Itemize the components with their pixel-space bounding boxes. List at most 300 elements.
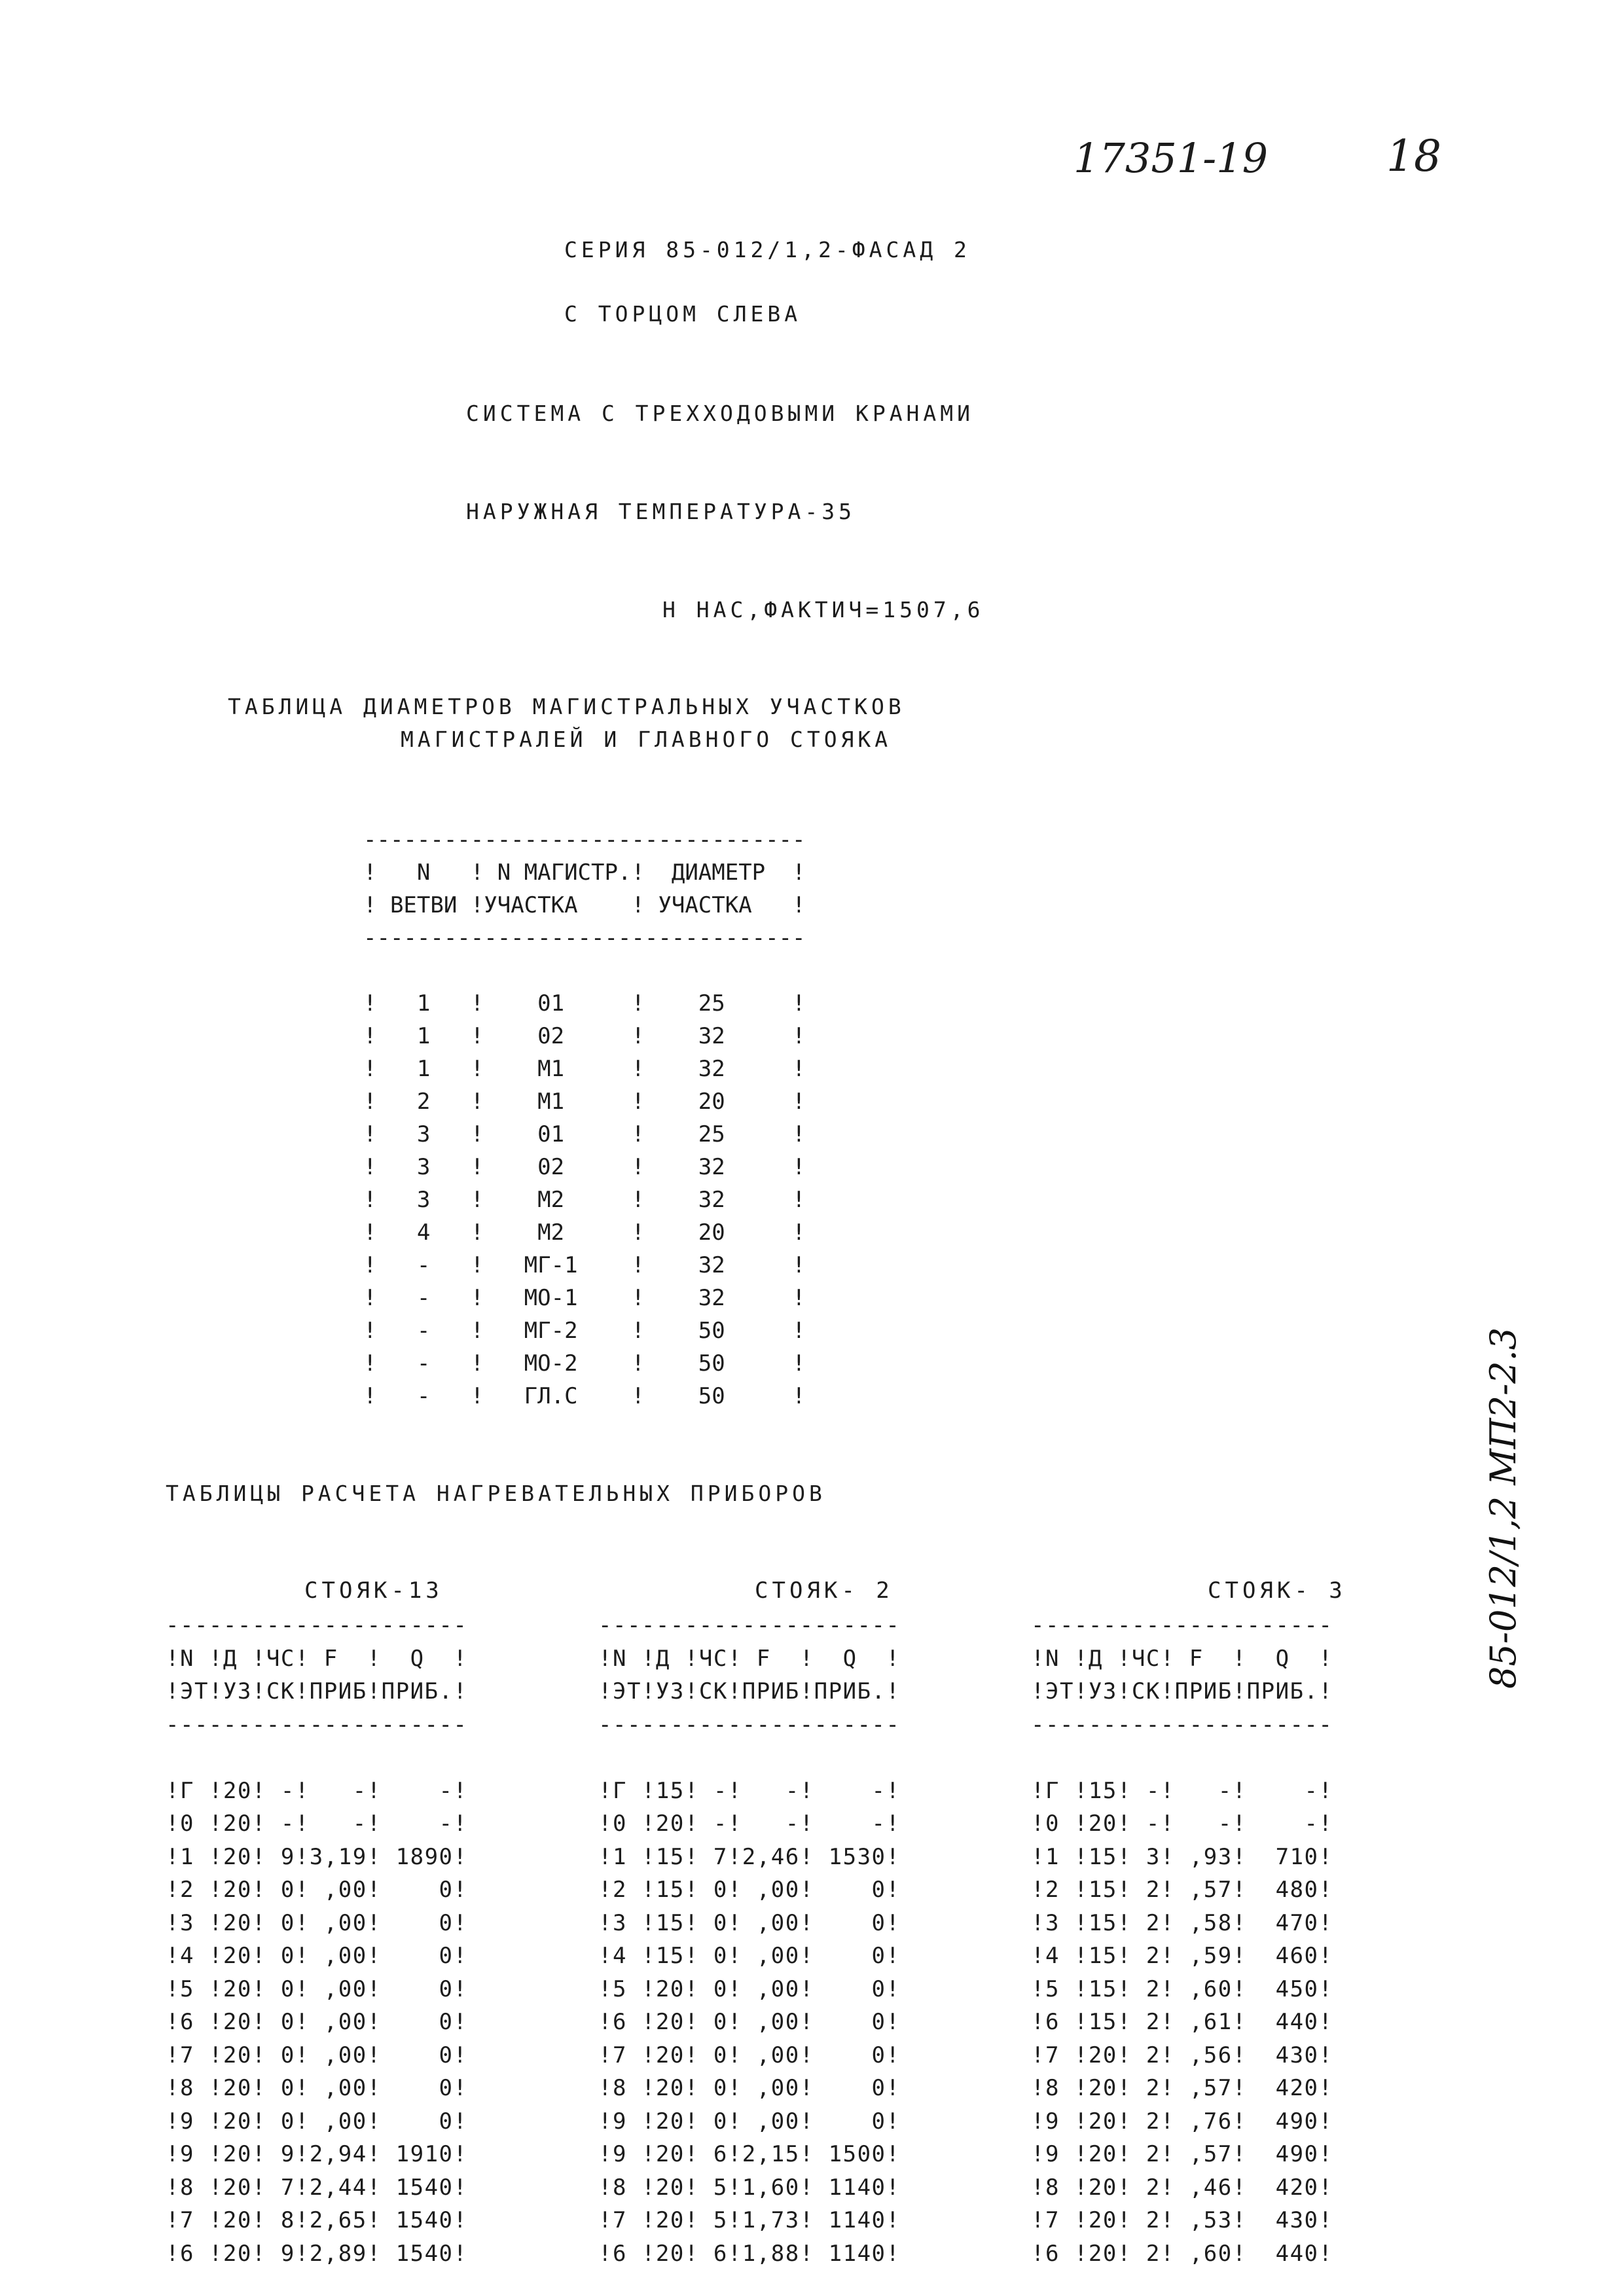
cell-border: !	[1232, 1975, 1247, 2002]
cell-border: !	[208, 2240, 223, 2267]
cell-border: !	[1160, 1877, 1175, 1903]
cell-border: !	[453, 2174, 468, 2201]
branch-number: 3	[376, 1187, 471, 1213]
cell-border: !	[727, 2240, 742, 2267]
cell-border: !	[792, 1089, 806, 1115]
cell-border: !	[1160, 2042, 1175, 2068]
cell-border: !	[799, 1877, 814, 1903]
cell-border: !	[208, 1877, 223, 1903]
table-row	[598, 2075, 901, 2101]
header-row	[363, 859, 806, 886]
header-row	[1031, 1678, 1333, 1705]
cell-border: !	[799, 1943, 814, 1969]
section-count: 2	[1131, 2174, 1161, 2201]
node-diameter: 15	[1088, 1909, 1117, 1936]
stoyak-title-1: СТОЯК-13	[304, 1578, 443, 1604]
node-diameter: 20	[1088, 1811, 1117, 1837]
floor-number: 2	[1045, 1877, 1074, 1903]
table-row	[166, 1778, 468, 1804]
cell-border: !	[1031, 2141, 1045, 2167]
cell-border: !	[295, 2009, 310, 2035]
cell-border: !	[727, 1943, 742, 1969]
table-row	[166, 2241, 468, 2267]
cell-border: !	[1117, 1843, 1132, 1870]
cell-border: !	[684, 1678, 699, 1705]
cell-border: !	[684, 2207, 699, 2233]
floor-number: 4	[179, 1943, 209, 1969]
cell-border: !	[367, 1843, 382, 1870]
main-section: М1	[484, 1089, 632, 1115]
cell-border: !	[641, 2009, 656, 2035]
floor-number: 6	[1045, 2009, 1074, 2035]
facade-side-line: С ТОРЦОМ СЛЕВА	[564, 301, 802, 327]
section-count: 9	[266, 2141, 295, 2167]
table-row	[598, 1943, 901, 1969]
section-count: -	[266, 1777, 295, 1804]
main-section: МО-2	[484, 1350, 632, 1377]
cell-border: !	[208, 2108, 223, 2135]
cell-border: !	[208, 2075, 223, 2101]
cell-border: !	[295, 2108, 310, 2135]
node-diameter: 20	[655, 1811, 685, 1837]
section-diameter: 32	[644, 1187, 793, 1213]
cell-border: !	[166, 1678, 180, 1705]
cell-border: !	[886, 1777, 901, 1804]
cell-border: !	[251, 1877, 266, 1903]
heater-area: 2,15	[742, 2141, 800, 2167]
table-row	[166, 1910, 468, 1936]
heater-area: ,00	[309, 1943, 367, 1969]
section-count: 0	[266, 1943, 295, 1969]
system-line: СИСТЕМА С ТРЕХХОДОВЫМИ КРАНАМИ	[466, 401, 975, 426]
cell-border: !	[792, 1252, 806, 1278]
cell-border: !	[727, 1678, 742, 1705]
floor-number: 9	[1045, 2141, 1074, 2167]
cell-border: !	[208, 1909, 223, 1936]
heater-area: -	[742, 1811, 800, 1837]
table-rule: ---------------------	[1031, 1612, 1333, 1638]
cell-border: !	[799, 1909, 814, 1936]
cell-border: !	[295, 1645, 310, 1672]
heater-area: ,00	[309, 2108, 367, 2135]
table-row	[363, 1350, 806, 1377]
heater-area: ,00	[742, 1877, 800, 1903]
cell-border: !	[208, 2174, 223, 2201]
table-row	[166, 2075, 468, 2101]
cell-border: !	[727, 2009, 742, 2035]
cell-border: !	[684, 2141, 699, 2167]
heater-load: 0	[814, 1975, 886, 2002]
cell-border: !	[295, 1975, 310, 2002]
cell-border: !	[631, 1089, 645, 1115]
cell-border: !	[251, 2240, 266, 2267]
cell-border: !	[453, 1975, 468, 2002]
cell-border: !	[598, 1877, 613, 1903]
heater-area: ,57	[1174, 2141, 1233, 2167]
table-row	[166, 2108, 468, 2135]
cell-border: !	[641, 1645, 656, 1672]
node-diameter: 20	[1088, 2108, 1117, 2135]
cell-border: !	[363, 1154, 377, 1180]
floor-number: 8	[179, 2075, 209, 2101]
cell-border: !	[166, 2042, 180, 2068]
table-row	[1031, 1976, 1333, 2002]
node-diameter: 20	[655, 2075, 685, 2101]
cell-border: !	[470, 892, 484, 918]
cell-border: !	[295, 2075, 310, 2101]
node-diameter: 20	[223, 2240, 252, 2267]
heater-load: 0	[814, 2009, 886, 2035]
column-header: N	[376, 859, 471, 886]
cell-border: !	[1318, 1843, 1333, 1870]
cell-border: !	[1318, 1678, 1333, 1705]
cell-border: !	[792, 990, 806, 1017]
column-header: ЧС	[1131, 1645, 1161, 1672]
section-count: 6	[698, 2240, 728, 2267]
cell-border: !	[1160, 1975, 1175, 2002]
node-diameter: 20	[655, 2009, 685, 2035]
cell-border: !	[1318, 1645, 1333, 1672]
section-count: 3	[1131, 1843, 1161, 1870]
section-diameter: 32	[644, 1056, 793, 1082]
heater-area: ,00	[742, 2075, 800, 2101]
cell-border: !	[1117, 2141, 1132, 2167]
cell-border: !	[166, 2207, 180, 2233]
cell-border: !	[166, 1645, 180, 1672]
heater-load: 710	[1246, 1843, 1319, 1870]
cell-border: !	[598, 1811, 613, 1837]
branch-number: -	[376, 1383, 471, 1409]
diameter-table-title-1: ТАБЛИЦА ДИАМЕТРОВ МАГИСТРАЛЬНЫХ УЧАСТКОВ	[228, 694, 905, 719]
cell-border: !	[1232, 1943, 1247, 1969]
cell-border: !	[727, 2108, 742, 2135]
cell-border: !	[1232, 2141, 1247, 2167]
cell-border: !	[1074, 1877, 1089, 1903]
main-section: МО-1	[484, 1285, 632, 1311]
cell-border: !	[1160, 2108, 1175, 2135]
cell-border: !	[363, 1252, 377, 1278]
cell-border: !	[799, 2108, 814, 2135]
cell-border: !	[684, 1645, 699, 1672]
heater-load: -	[814, 1811, 886, 1837]
node-diameter: 15	[1088, 1877, 1117, 1903]
heater-area: 2,94	[309, 2141, 367, 2167]
heater-area: ,53	[1174, 2207, 1233, 2233]
node-diameter: 20	[223, 2009, 252, 2035]
heater-area: ,60	[1174, 1975, 1233, 2002]
cell-border: !	[886, 1877, 901, 1903]
heater-load: 1140	[814, 2174, 886, 2201]
cell-border: !	[1318, 2108, 1333, 2135]
node-diameter: 20	[655, 2141, 685, 2167]
cell-border: !	[1117, 1811, 1132, 1837]
section-diameter: 20	[644, 1089, 793, 1115]
cell-border: !	[1160, 1777, 1175, 1804]
cell-border: !	[166, 2174, 180, 2201]
cell-border: !	[598, 2108, 613, 2135]
floor-number: 6	[179, 2240, 209, 2267]
cell-border: !	[1031, 1645, 1045, 1672]
heater-load: 430	[1246, 2042, 1319, 2068]
floor-number: 8	[612, 2174, 641, 2201]
cell-border: !	[799, 1843, 814, 1870]
heater-area: ,00	[742, 2042, 800, 2068]
side-stamp: 85-012/1,2 МП2-2.3	[1483, 1327, 1524, 1689]
header-row	[363, 892, 806, 918]
heater-tables-title: ТАБЛИЦЫ РАСЧЕТА НАГРЕВАТЕЛЬНЫХ ПРИБОРОВ	[166, 1481, 826, 1506]
column-header: Д	[655, 1645, 685, 1672]
floor-number: 9	[179, 2141, 209, 2167]
heater-load: 460	[1246, 1943, 1319, 1969]
section-count: 2	[1131, 2141, 1161, 2167]
cell-border: !	[684, 1909, 699, 1936]
cell-border: !	[1117, 2075, 1132, 2101]
table-row	[363, 1187, 806, 1213]
table-row	[166, 1943, 468, 1969]
cell-border: !	[363, 1318, 377, 1344]
column-header: F	[742, 1645, 800, 1672]
node-diameter: 20	[1088, 2141, 1117, 2167]
section-count: 0	[698, 1975, 728, 2002]
table-row	[598, 2108, 901, 2135]
section-diameter: 32	[644, 1154, 793, 1180]
cell-border: !	[453, 2108, 468, 2135]
cell-border: !	[631, 1121, 645, 1147]
cell-border: !	[631, 1219, 645, 1246]
node-diameter: 15	[1088, 1777, 1117, 1804]
cell-border: !	[1117, 2240, 1132, 2267]
node-diameter: 20	[223, 2207, 252, 2233]
cell-border: !	[641, 1975, 656, 2002]
section-count: 0	[266, 2042, 295, 2068]
header-row	[598, 1678, 901, 1705]
cell-border: !	[1232, 1811, 1247, 1837]
cell-border: !	[1074, 2141, 1089, 2167]
cell-border: !	[1232, 2108, 1247, 2135]
cell-border: !	[631, 1318, 645, 1344]
cell-border: !	[251, 1645, 266, 1672]
column-header: ПРИБ.	[381, 1678, 454, 1705]
cell-border: !	[598, 2207, 613, 2233]
table-row	[1031, 2042, 1333, 2068]
cell-border: !	[631, 859, 645, 886]
cell-border: !	[1117, 1777, 1132, 1804]
cell-border: !	[453, 1811, 468, 1837]
heater-area: ,57	[1174, 2075, 1233, 2101]
cell-border: !	[684, 1877, 699, 1903]
node-diameter: 20	[655, 2108, 685, 2135]
cell-border: !	[886, 1843, 901, 1870]
cell-border: !	[363, 1219, 377, 1246]
table-row	[363, 1318, 806, 1344]
cell-border: !	[1160, 2141, 1175, 2167]
column-header: ЧС	[698, 1645, 728, 1672]
heater-load: 0	[814, 1909, 886, 1936]
cell-border: !	[1160, 2075, 1175, 2101]
column-header: N	[1045, 1645, 1074, 1672]
cell-border: !	[727, 1975, 742, 2002]
cell-border: !	[1031, 1943, 1045, 1969]
cell-border: !	[727, 1645, 742, 1672]
heater-area: -	[309, 1811, 367, 1837]
node-diameter: 20	[223, 1777, 252, 1804]
section-count: 7	[266, 2174, 295, 2201]
cell-border: !	[453, 1843, 468, 1870]
cell-border: !	[453, 2042, 468, 2068]
cell-border: !	[727, 1777, 742, 1804]
heater-load: 420	[1246, 2174, 1319, 2201]
heater-load: 0	[381, 1975, 454, 2002]
cell-border: !	[1160, 1678, 1175, 1705]
cell-border: !	[1074, 2042, 1089, 2068]
cell-border: !	[251, 1811, 266, 1837]
table-rule: ---------------------	[598, 1612, 901, 1638]
floor-number: 5	[179, 1975, 209, 2002]
cell-border: !	[799, 2240, 814, 2267]
cell-border: !	[886, 2075, 901, 2101]
column-header: СК	[698, 1678, 728, 1705]
table-row	[1031, 1910, 1333, 1936]
heater-load: 420	[1246, 2075, 1319, 2101]
node-diameter: 20	[223, 2174, 252, 2201]
section-count: 0	[698, 2009, 728, 2035]
node-diameter: 20	[1088, 2240, 1117, 2267]
cell-border: !	[251, 2174, 266, 2201]
floor-number: 0	[612, 1811, 641, 1837]
node-diameter: 20	[655, 2207, 685, 2233]
section-diameter: 32	[644, 1285, 793, 1311]
cell-border: !	[367, 1678, 382, 1705]
section-diameter: 20	[644, 1219, 793, 1246]
cell-border: !	[684, 1811, 699, 1837]
cell-border: !	[631, 1056, 645, 1082]
cell-border: !	[251, 2141, 266, 2167]
cell-border: !	[1117, 2108, 1132, 2135]
cell-border: !	[166, 1811, 180, 1837]
cell-border: !	[1117, 2009, 1132, 2035]
column-header: ЭТ	[1045, 1678, 1074, 1705]
cell-border: !	[295, 1909, 310, 1936]
cell-border: !	[208, 1678, 223, 1705]
cell-border: !	[1117, 1645, 1132, 1672]
heater-area: ,76	[1174, 2108, 1233, 2135]
table-row	[363, 1089, 806, 1115]
cell-border: !	[1232, 2009, 1247, 2035]
heater-area: -	[1174, 1777, 1233, 1804]
cell-border: !	[470, 1089, 484, 1115]
node-diameter: 20	[223, 2075, 252, 2101]
cell-border: !	[470, 1056, 484, 1082]
cell-border: !	[1318, 2141, 1333, 2167]
cell-border: !	[886, 2141, 901, 2167]
floor-number: 6	[612, 2240, 641, 2267]
heater-area: ,93	[1174, 1843, 1233, 1870]
cell-border: !	[166, 1943, 180, 1969]
section-count: -	[1131, 1811, 1161, 1837]
heater-load: -	[381, 1777, 454, 1804]
cell-border: !	[886, 1975, 901, 2002]
table-rule: ---------------------	[598, 1711, 901, 1738]
header-row	[598, 1646, 901, 1672]
heater-area: ,00	[742, 1909, 800, 1936]
cell-border: !	[727, 2207, 742, 2233]
cell-border: !	[453, 1943, 468, 1969]
table-row	[1031, 2174, 1333, 2201]
floor-number: 3	[1045, 1909, 1074, 1936]
column-header: N	[612, 1645, 641, 1672]
cell-border: !	[1031, 1909, 1045, 1936]
section-count: 2	[1131, 1943, 1161, 1969]
cell-border: !	[641, 1811, 656, 1837]
main-section: МГ-2	[484, 1318, 632, 1344]
cell-border: !	[792, 1318, 806, 1344]
table-row	[1031, 1778, 1333, 1804]
table-rule: ---------------------------------	[363, 827, 806, 853]
section-count: 0	[698, 1943, 728, 1969]
cell-border: !	[470, 1187, 484, 1213]
cell-border: !	[470, 1154, 484, 1180]
cell-border: !	[641, 2174, 656, 2201]
node-diameter: 20	[1088, 2174, 1117, 2201]
heater-load: 0	[814, 1943, 886, 1969]
cell-border: !	[1031, 1843, 1045, 1870]
table-row	[363, 1023, 806, 1049]
table-row	[598, 1910, 901, 1936]
column-header: ЭТ	[179, 1678, 209, 1705]
cell-border: !	[367, 2207, 382, 2233]
table-row	[166, 2042, 468, 2068]
table-row	[598, 1811, 901, 1837]
cell-border: !	[1232, 2174, 1247, 2201]
diameter-table-title-2: МАГИСТРАЛЕЙ И ГЛАВНОГО СТОЯКА	[401, 727, 892, 752]
section-diameter: 25	[644, 1121, 793, 1147]
floor-number: 9	[612, 2141, 641, 2167]
cell-border: !	[1074, 2174, 1089, 2201]
cell-border: !	[453, 2207, 468, 2233]
node-diameter: 20	[655, 2042, 685, 2068]
table-row	[1031, 2207, 1333, 2233]
heater-area: ,00	[309, 2042, 367, 2068]
cell-border: !	[641, 1843, 656, 1870]
heater-area: 3,19	[309, 1843, 367, 1870]
section-count: 2	[1131, 1877, 1161, 1903]
cell-border: !	[251, 1843, 266, 1870]
cell-border: !	[453, 2141, 468, 2167]
node-diameter: 15	[655, 1777, 685, 1804]
column-header: УЗ	[655, 1678, 685, 1705]
section-count: 0	[698, 2042, 728, 2068]
cell-border: !	[1232, 1909, 1247, 1936]
cell-border: !	[166, 2108, 180, 2135]
cell-border: !	[251, 2108, 266, 2135]
heater-area: ,00	[742, 2108, 800, 2135]
cell-border: !	[1318, 2042, 1333, 2068]
cell-border: !	[363, 1350, 377, 1377]
main-section: М2	[484, 1187, 632, 1213]
column-header: ПРИБ	[1174, 1678, 1233, 1705]
floor-number: 8	[1045, 2075, 1074, 2101]
cell-border: !	[251, 1678, 266, 1705]
cell-border: !	[886, 1645, 901, 1672]
floor-number: 1	[612, 1843, 641, 1870]
cell-border: !	[598, 2042, 613, 2068]
heater-load: 1500	[814, 2141, 886, 2167]
cell-border: !	[1031, 2075, 1045, 2101]
cell-border: !	[166, 1777, 180, 1804]
cell-border: !	[799, 2141, 814, 2167]
floor-number: 8	[179, 2174, 209, 2201]
cell-border: !	[367, 2009, 382, 2035]
